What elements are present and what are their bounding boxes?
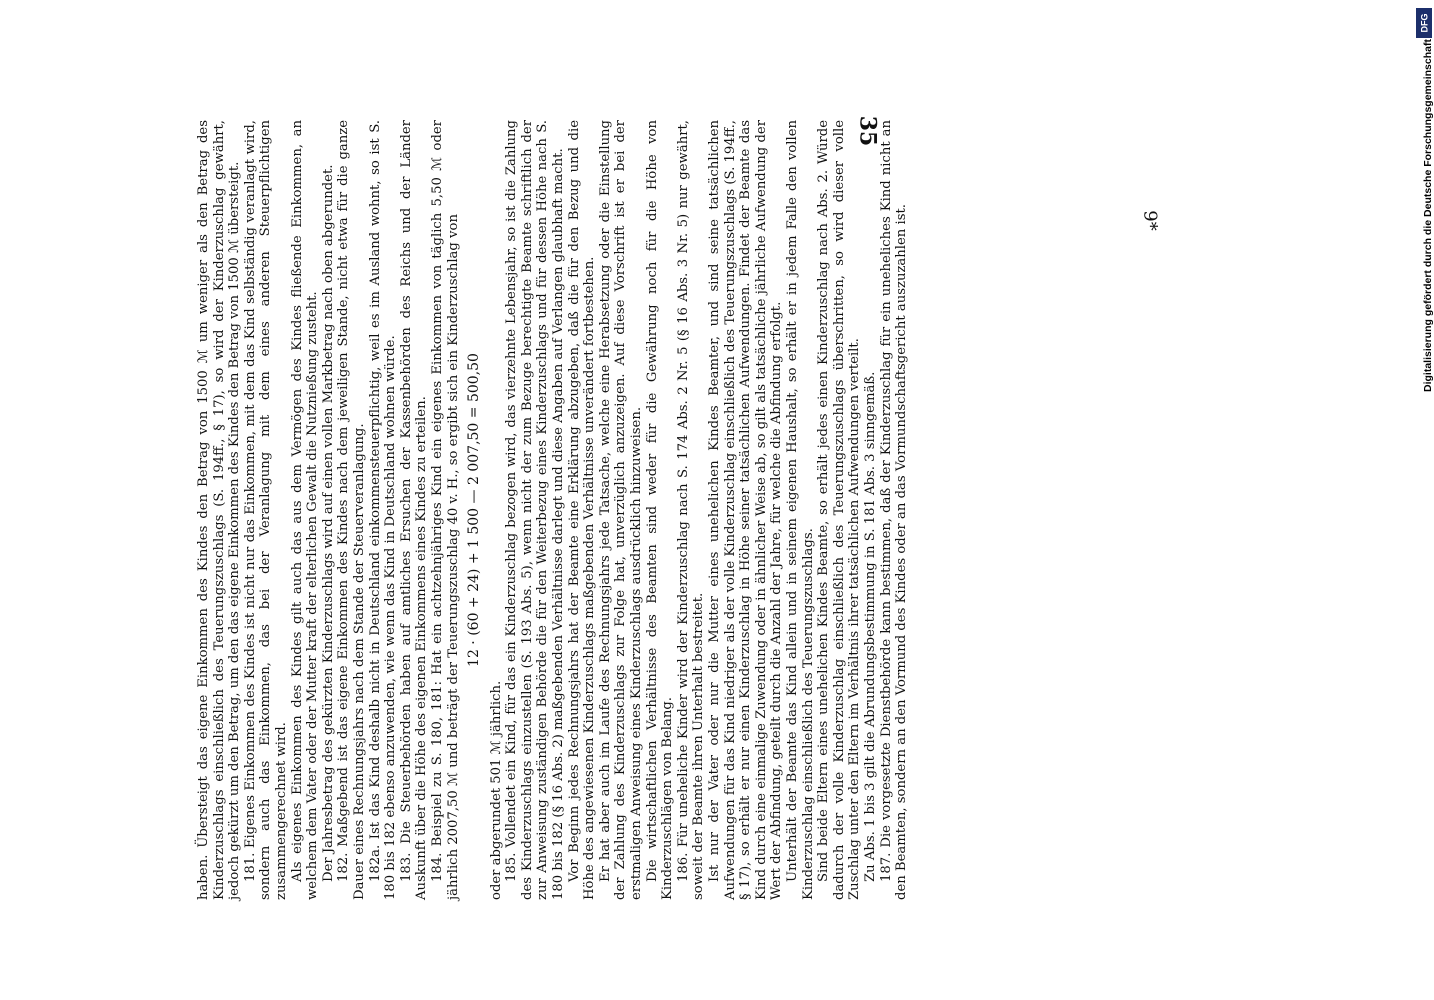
paragraph: 185. Vollendet ein Kind, für das ein Kinderzuschlag bezogen wird, das vierzehnte Lebensjahr, so ist die Zahlung des Kinderzuschlags einzustellen (S. 193 Abs. 5), wenn nicht der zum Bezuge berechtigte Beamte schriftlich der zur Anweisung zuständigen Behörde die für den Weiterbezug eines Kinderzuschlags und für dessen Höhe nach S. 180 bis 182 (§ 16 Abs. 2) maßgebenden Verhältnisse darlegt und diese Angaben auf Verlangen glaubhaft macht. [504,120,567,900]
formula: 12 · (60 + 24) + 1 500 — 2 007,50 = 500,50 [466,353,483,667]
paragraph: 187. Die vorgesetzte Dienstbehörde kann bestimmen, daß der Kinderzuschlag für ein uneheliches Kind nicht an den Beamten, sondern an den Vormund des Kindes oder an das Vormundschaftsgericht auszuzahlen ist. [878,120,910,900]
paragraph: Ist nur der Vater oder nur die Mutter eines unehelichen Kindes Beamter, und sind seine tatsächlichen Aufwendungen für das Kind niedriger als der volle Kinderzuschlag einschließlich des Teuerungszuschlags (S. 194ff., § 17), so erhält er nur einen Kinderzuschlag in Höhe seiner tatsächlichen Aufwendungen. Findet der Beamte das Kind durch eine einmalige Zuwendung oder in ähnlicher Weise ab, so gilt als tatsächliche jährliche Aufwendung der Wert der Abfindung, geteilt durch die Anzahl der Jahre, für welche die Abfindung erfolgt. [707,120,785,900]
dfg-logo-text: DFG [1419,13,1429,33]
paragraph: 184. Beispiel zu S. 180, 181: Hat ein achtzehnjähriges Kind ein eigenes Einkommen von täglich 5,50 ℳ oder jährlich 2007,50 ℳ und beträgt der Teuerungszuschlag 40 v. H., so ergibt sich ein Kinderzuschlag von [429,120,461,900]
paragraph: Der Jahresbetrag des gekürzten Kinderzuschlags wird auf einen vollen Markbetrag nach oben abgerundet. [320,164,336,882]
digitization-credit: Digitalisierung gefördert durch die Deutsche Forschungsgemeinschaft [1422,39,1434,392]
paragraph: Vor Beginn jedes Rechnungsjahrs hat der Beamte eine Erklärung abzugeben, daß die für den Bezug und die Höhe des angewiesenen Kinderzuschlags maßgebenden Verhältnisse unverändert fortbestehen. [566,120,598,900]
paragraph: Unterhält der Beamte das Kind allein und in seinem eigenen Haushalt, so erhält er in jedem Falle den vollen Kinderzuschlag einschließlich des Teuerungszuschlags. [784,120,816,900]
page-number: 35 [854,115,881,147]
paragraph: 186. Für uneheliche Kinder wird der Kinderzuschlag nach S. 174 Abs. 2 Nr. 5 (§ 16 Abs. 3 Nr. 5) nur gewährt, soweit der Beamte ihren Unterhalt bestreitet. [675,120,707,900]
paragraph: 181. Eigenes Einkommen des Kindes ist nicht nur das Einkommen, mit dem das Kind selbständig veranlagt wird, sondern auch das Einkommen, das bei der Veranlagung mit dem eines anderen Steuerpflichtigen zusammengerechnet wird. [242,120,289,900]
paragraph: Als eigenes Einkommen des Kindes gilt auch das aus dem Vermögen des Kindes fließende Einkommen, an welchem dem Vater oder der Mutter kraft der elterlichen Gewalt die Nutznießung zusteht. [289,120,321,900]
paragraph: Die wirtschaftlichen Verhältnisse des Beamten sind weder für die Gewährung noch für die Höhe von Kinderzuschlägen von Belang. [644,120,676,900]
paragraph: oder abgerundet 501 ℳ jährlich. [488,680,504,900]
paragraph: Er hat aber auch im Laufe des Rechnungsjahrs jede Tatsache, welche eine Herabsetzung oder die Einstellung der Zahlung des Kinderzuschlags zur Folge hat, unverzüglich anzuzeigen. Auf diese Vorschrift ist er bei der erstmaligen Anweisung eines Kinderzuschlags ausdrücklich hinzuweisen. [597,120,645,900]
paragraph: 182a. Ist das Kind deshalb nicht in Deutschland einkommensteuerpflichtig, weil es im Ausland wohnt, so ist S. 180 bis 182 ebenso anzuwenden, wie wenn das Kind in Deutschland wohnen würde. [367,120,399,900]
paragraph: Zu Abs. 1 bis 3 gilt die Abrundungsbestimmung in S. 181 Abs. 3 sinngemäß. [862,371,878,882]
paragraph: haben. Übersteigt das eigene Einkommen des Kindes den Betrag von 1500 ℳ um weniger als den Betrag des Kinderzuschlags einschließlich des Teuerungszuschlags (S. 194ff., § 17), so wird der Kinderzuschlag gewährt, jedoch gekürzt um den Betrag, um den das eigene Einkommen des Kindes den Betrag von 1500 ℳ übersteigt. [196,120,243,900]
paragraph: Sind beide Eltern eines unehelichen Kindes Beamte, so erhält jedes einen Kinderzuschlag nach Abs. 2. Würde dadurch der volle Kinderzuschlag einschließlich des Teuerungszuschlags überschritten, so wird dieser volle Zuschlag unter den Eltern im Verhältnis ihrer tatsächlichen Aufwendungen verteilt. [816,120,863,900]
paragraph: 183. Die Steuerbehörden haben auf amtliches Ersuchen der Kassenbehörden des Reichs und der Länder Auskunft über die Höhe des eigenen Einkommens eines Kindes zu erteilen. [398,120,430,900]
signature-mark: 9* [1139,210,1161,231]
paragraph: 182. Maßgebend ist das eigene Einkommen des Kindes nach dem jeweiligen Stande, nicht etwa für die ganze Dauer eines Rechnungsjahrs nach dem Stande der Steuerveranlagung. [336,120,367,900]
dfg-logo [1416,8,1432,38]
page-body [196,120,910,900]
